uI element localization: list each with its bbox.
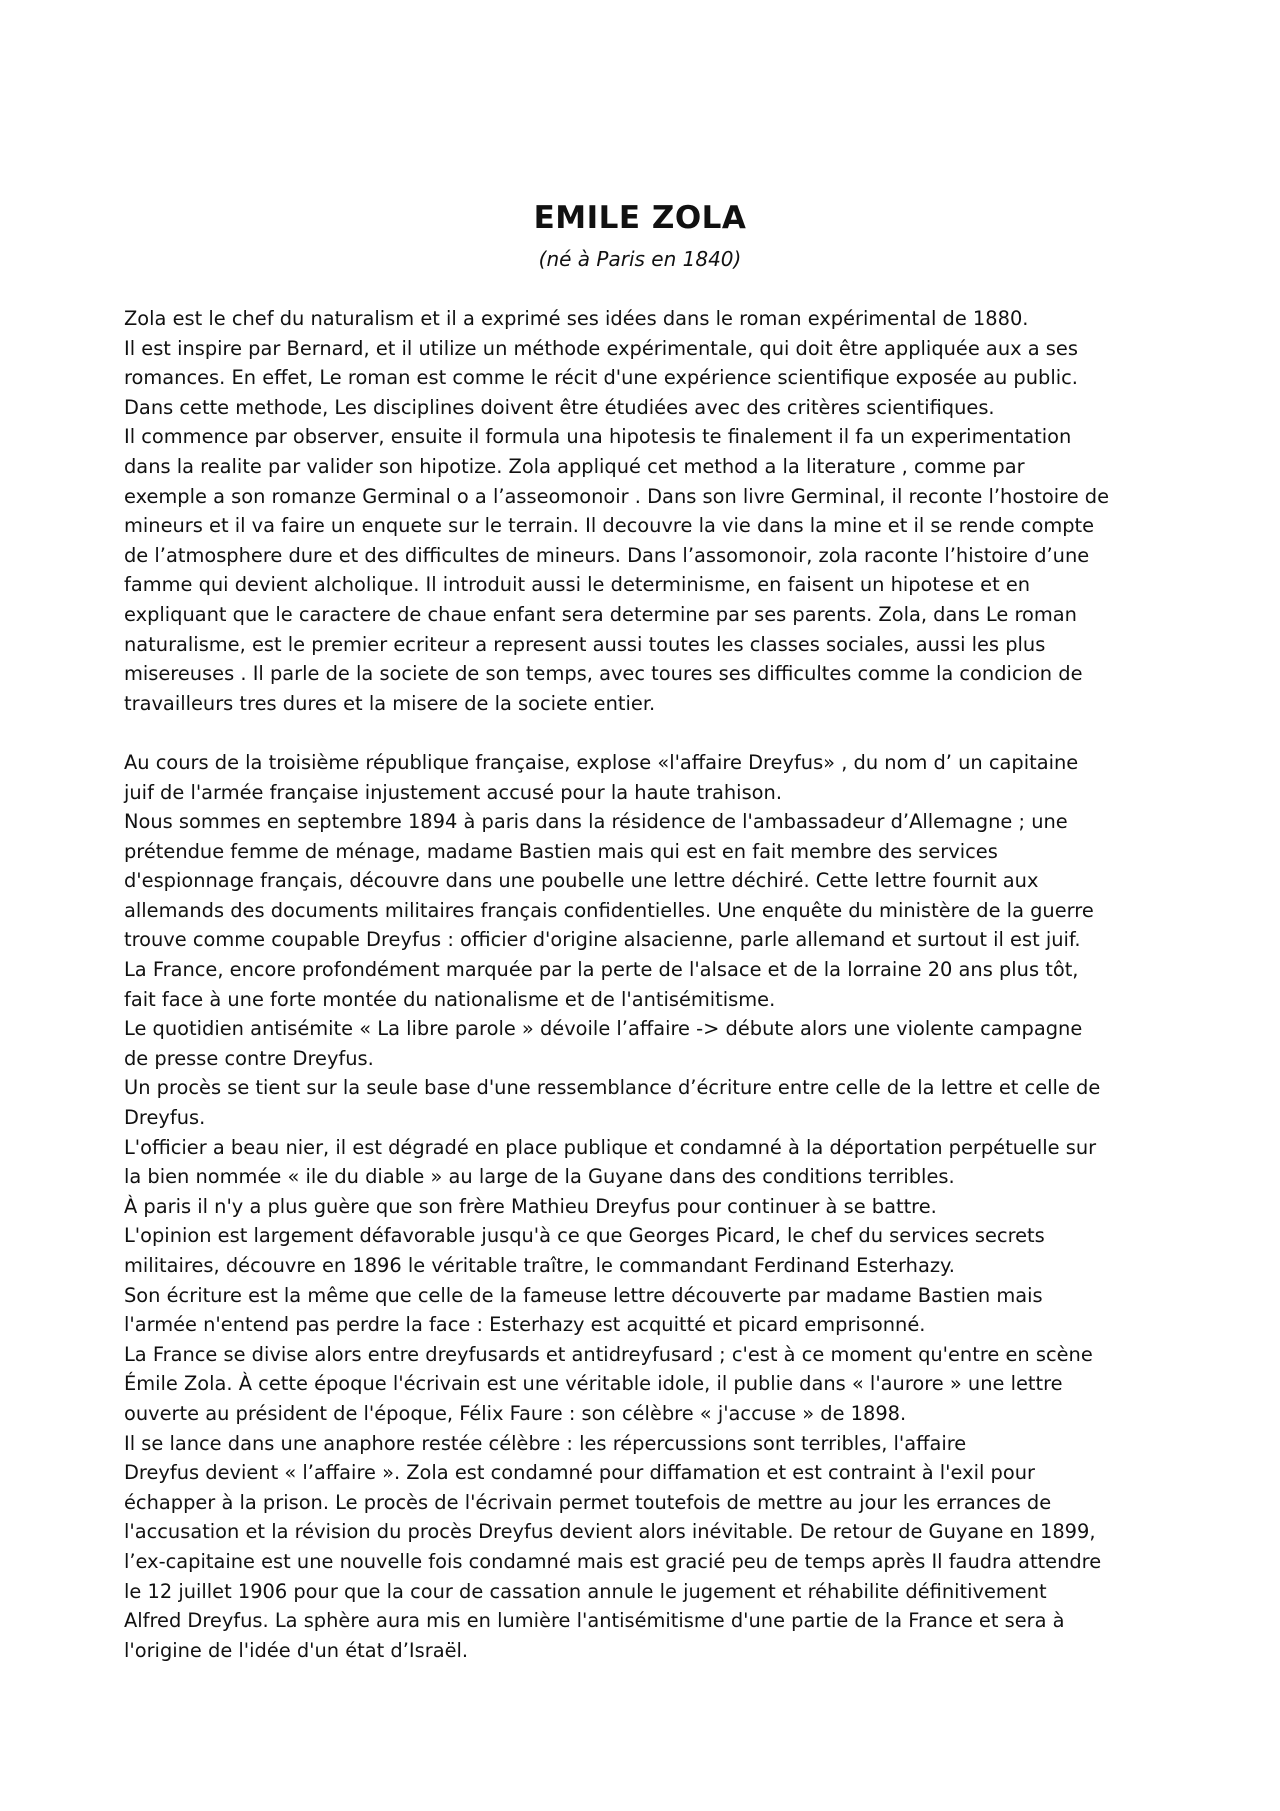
text-line: dans la realite par valider son hipotize. Zola appliqué cet method a la literature , comme par — [124, 454, 1025, 478]
document-title: EMILE ZOLA — [533, 200, 747, 236]
document-subtitle: (né à Paris en 1840) — [538, 247, 742, 271]
text-line: Dreyfus devient « l’affaire ». Zola est condamné pour diffamation et est contraint à l'exil pour — [124, 1461, 1035, 1485]
text-line: de l’atmosphere dure et des difficultes de mineurs. Dans l’assomonoir, zola raconte l’histoire d’une — [124, 543, 1090, 567]
text-line: allemands des documents militaires français confidentielles. Une enquête du ministère de la guerre — [124, 898, 1094, 922]
text-line: trouve comme coupable Dreyfus : officier d'origine alsacienne, parle allemand et surtout il est juif. — [124, 928, 1081, 952]
text-line: Alfred Dreyfus. La sphère aura mis en lumière l'antisémitisme d'une partie de la France et sera à — [124, 1609, 1065, 1633]
text-line: La France se divise alors entre dreyfusards et antidreyfusard ; c'est à ce moment qu'entre en scène — [124, 1342, 1093, 1366]
text-line: ouverte au président de l'époque, Félix Faure : son célèbre « j'accuse » de 1898. — [124, 1401, 907, 1425]
text-line: de presse contre Dreyfus. — [124, 1046, 374, 1070]
text-line: prétendue femme de ménage, madame Bastien mais qui est en fait membre des services — [124, 839, 998, 863]
text-line: Il se lance dans une anaphore restée célèbre : les répercussions sont terribles, l'affaire — [124, 1431, 967, 1455]
text-line: l’ex-capitaine est une nouvelle fois condamné mais est gracié peu de temps après Il faudra attendre — [124, 1549, 1102, 1573]
text-line: Nous sommes en septembre 1894 à paris dans la résidence de l'ambassadeur d’Allemagne ; une — [124, 810, 1068, 834]
text-line: L'opinion est largement défavorable jusqu'à ce que Georges Picard, le chef du services secrets — [124, 1224, 1045, 1248]
text-line: travailleurs tres dures et la misere de la societe entier. — [124, 691, 656, 715]
text-line: la bien nommée « ile du diable » au large de la Guyane dans des conditions terribles. — [124, 1165, 955, 1189]
text-line: mineurs et il va faire un enquete sur le terrain. Il decouvre la vie dans la mine et il se rende compte — [124, 514, 1095, 538]
text-line: Émile Zola. À cette époque l'écrivain est une véritable idole, il publie dans « l'aurore » une lettre — [124, 1372, 1063, 1396]
text-line: À paris il n'y a plus guère que son frère Mathieu Dreyfus pour continuer à se battre. — [124, 1194, 937, 1218]
text-line: Zola est le chef du naturalism et il a exprimé ses idées dans le roman expérimental de 1880. — [124, 307, 1029, 330]
text-line: famme qui devient alcholique. Il introduit aussi le determinisme, en faisent un hipotese et en — [124, 573, 1031, 597]
text-line: La France, encore profondément marquée par la perte de l'alsace et de la lorraine 20 ans plus tôt, — [124, 958, 1079, 982]
text-line: l'origine de l'idée d'un état d’Israël. — [124, 1638, 469, 1662]
text-line: Un procès se tient sur la seule base d'une ressemblance d’écriture entre celle de la lettre et celle de — [124, 1076, 1101, 1100]
text-line: Dans cette methode, Les disciplines doivent être étudiées avec des critères scientifiques. — [124, 395, 995, 419]
text-line: L'officier a beau nier, il est dégradé en place publique et condamné à la déportation perpétuelle sur — [124, 1135, 1097, 1159]
text-line: misereuses . Il parle de la societe de son temps, avec toures ses difficultes comme la condicion de — [124, 662, 1083, 686]
text-line: Il commence par observer, ensuite il formula una hipotesis te finalement il fa un experimentation — [124, 425, 1072, 449]
text-line: Au cours de la troisième république française, explose «l'affaire Dreyfus» , du nom d’ un capitaine — [124, 750, 1079, 774]
text-line: expliquant que le caractere de chaue enfant sera determine par ses parents. Zola, dans Le roman — [124, 602, 1077, 626]
text-line: fait face à une forte montée du nationalisme et de l'antisémitisme. — [124, 987, 776, 1011]
text-line: exemple a son romanze Germinal o a l’asseomonoir . Dans son livre Germinal, il reconte l’hostoire de — [124, 484, 1110, 508]
text-line: juif de l'armée française injustement accusé pour la haute trahison. — [124, 780, 782, 804]
text-line: échapper à la prison. Le procès de l'écrivain permet toutefois de mettre au jour les errances de — [124, 1490, 1052, 1514]
text-line: l'accusation et la révision du procès Dreyfus devient alors inévitable. De retour de Guyane en 1899, — [124, 1520, 1096, 1544]
text-line: le 12 juillet 1906 pour que la cour de cassation annule le jugement et réhabilite définitivement — [124, 1579, 1047, 1603]
paragraph-dreyfus-affair — [124, 748, 1184, 1665]
text-line: naturalisme, est le premier ecriteur a represent aussi toutes les classes sociales, aussi les plus — [124, 632, 1046, 656]
text-line: romances. En effet, Le roman est comme le récit d'une expérience scientifique exposée au public. — [124, 366, 1078, 390]
text-line: militaires, découvre en 1896 le véritable traître, le commandant Ferdinand Esterhazy. — [124, 1254, 955, 1277]
text-line: Dreyfus. — [124, 1106, 206, 1130]
text-line: Le quotidien antisémite « La libre parole » dévoile l’affaire -> débute alors une violente campagne — [124, 1017, 1083, 1041]
paragraph-spacer — [124, 718, 1184, 748]
paragraph-naturalism — [124, 304, 1184, 718]
text-line: Son écriture est la même que celle de la fameuse lettre découverte par madame Bastien mais — [124, 1283, 1043, 1307]
text-line: d'espionnage français, découvre dans une poubelle une lettre déchiré. Cette lettre fournit aux — [124, 869, 1039, 893]
text-line: Il est inspire par Bernard, et il utilize un méthode expérimentale, qui doit être appliquée aux a ses — [124, 336, 1078, 360]
text-line: l'armée n'entend pas perdre la face : Esterhazy est acquitté et picard emprisonné. — [124, 1313, 926, 1337]
document-body — [124, 304, 1184, 1665]
